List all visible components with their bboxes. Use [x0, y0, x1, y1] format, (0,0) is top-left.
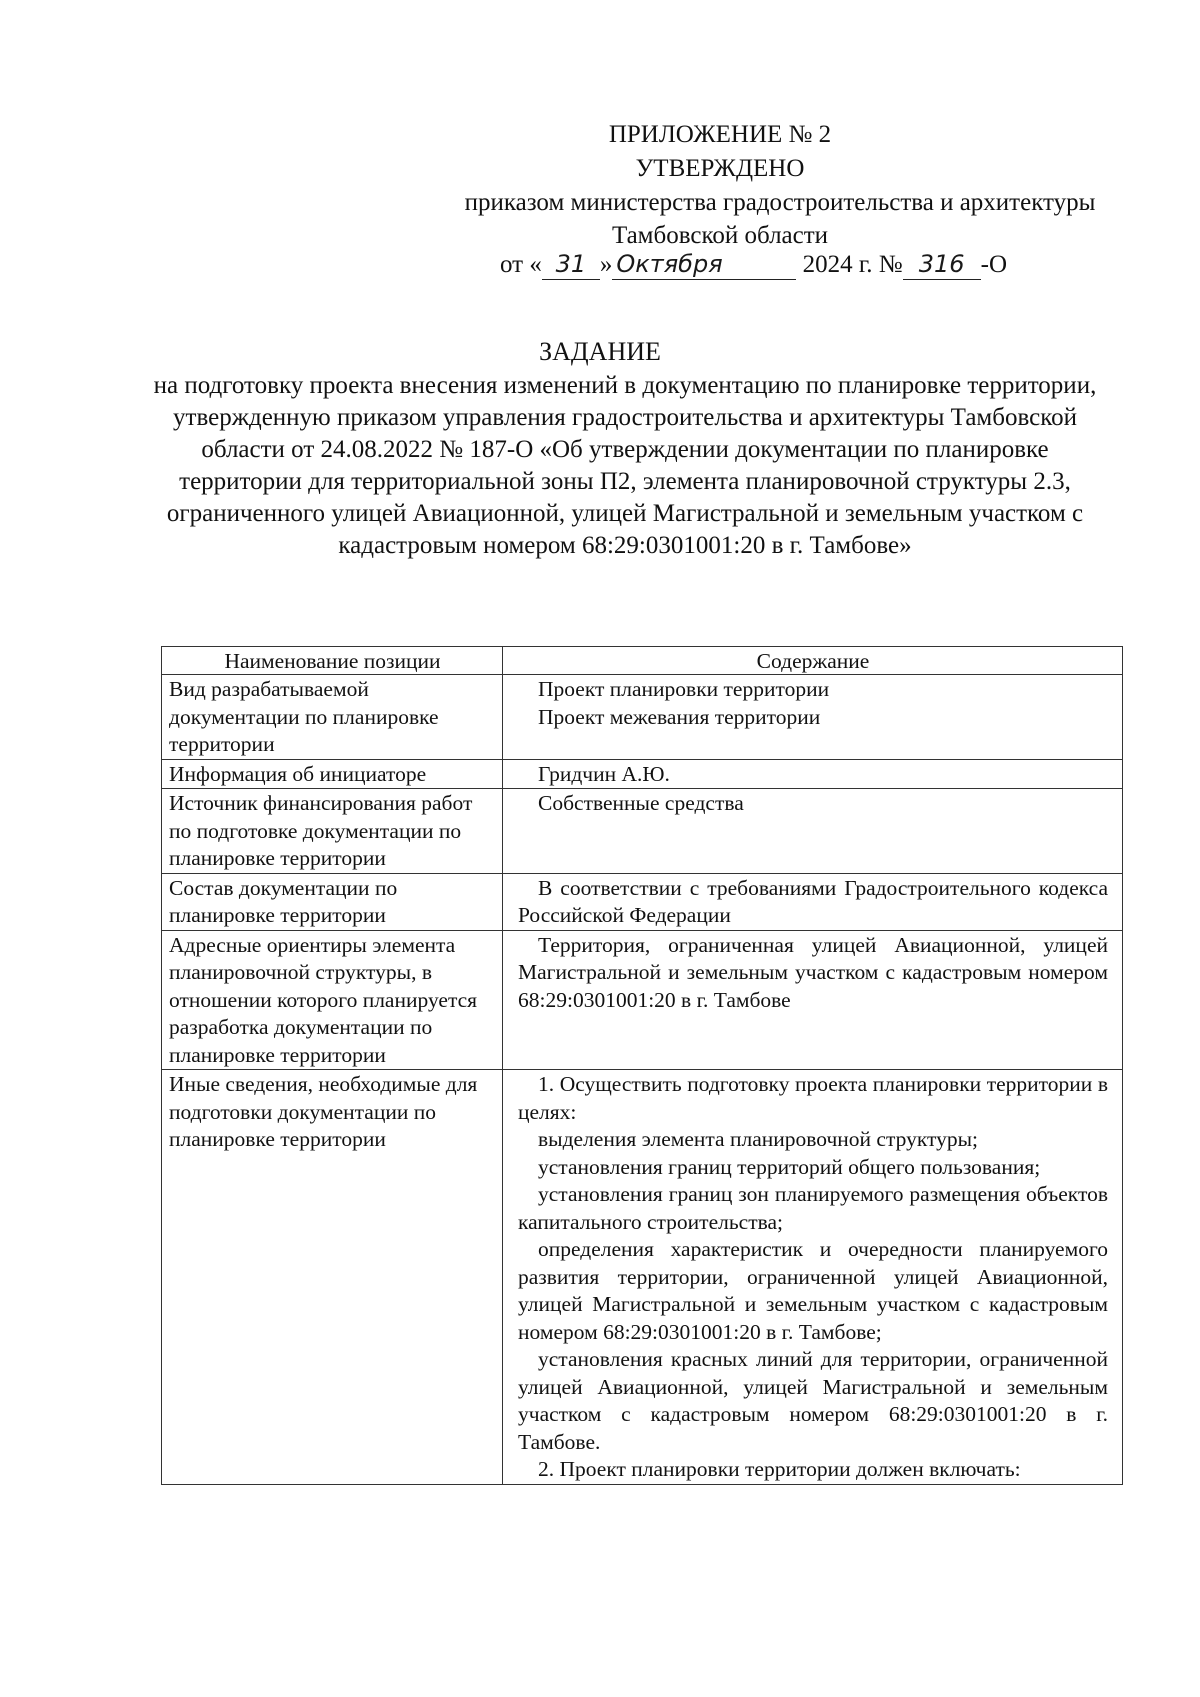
content-line: установления границ зон планируемого размещения объектов капитального строительства; — [518, 1182, 1108, 1234]
row-content — [503, 873, 1123, 930]
handwritten-day: 31 — [542, 249, 600, 280]
row-content — [503, 930, 1123, 1070]
content-line: Гридчин А.Ю. — [538, 761, 670, 786]
content-line: В соответствии с требованиями Градостроительного кодекса Российской Федерации — [518, 875, 1108, 927]
row-name: Адресные ориентиры элемента планировочной структуры, в отношении которого планируется разработка документации по планировке территории — [162, 930, 503, 1070]
content-line: Территория, ограниченная улицей Авиационной, улицей Магистральной и земельным участком с кадастровым номером 68:29:0301001:20 в г. Тамбове — [518, 932, 1108, 1012]
content-line: установления красных линий для территории, ограниченной улицей Авиационной, улицей Магистральной и земельным участком с кадастровым номером 68:29:0301001:20 в г. Тамбове. — [518, 1347, 1108, 1454]
row-name: Вид разрабатываемой документации по планировке территории — [162, 675, 503, 760]
task-table — [161, 646, 1123, 1485]
table-row — [162, 759, 1123, 789]
content-line: Проект межевания территории — [538, 704, 821, 729]
row-name: Состав документации по планировке территории — [162, 873, 503, 930]
approved-by-order: приказом министерства градостроительства и архитектуры — [464, 189, 1096, 216]
date-prefix: от « — [500, 251, 542, 278]
content-line: установления границ территорий общего пользования; — [538, 1154, 1041, 1179]
table-row — [162, 930, 1123, 1070]
appendix-heading: ПРИЛОЖЕНИЕ № 2 — [608, 121, 832, 148]
order-number-suffix: -О — [980, 251, 1008, 278]
row-name: Иные сведения, необходимые для подготовки документации по планировке территории — [162, 1070, 503, 1485]
content-line: Проект планировки территории — [538, 677, 830, 701]
row-content — [503, 789, 1123, 874]
table-row — [162, 789, 1123, 874]
table-row — [162, 675, 1123, 760]
handwritten-month: Октября — [612, 249, 796, 280]
approved-heading: УТВЕРЖДЕНО — [635, 155, 805, 182]
row-content — [503, 759, 1123, 789]
document-title: ЗАДАНИЕ — [539, 337, 661, 366]
handwritten-order-number: 316 — [903, 249, 981, 280]
content-line: 1. Осуществить подготовку проекта планировки территории в целях: — [518, 1072, 1108, 1124]
table-row — [162, 873, 1123, 930]
content-line: определения характеристик и очередности планируемого развития территории, ограниченной улицей Авиационной, улицей Магистральной и земельным участком с кадастровым номером 68:29:0301001:20 в г. Тамбове; — [518, 1237, 1108, 1344]
column-header-content: Содержание — [503, 647, 1123, 675]
document-subtitle: на подготовку проекта внесения изменений в документацию по планировке территории, утвержденную приказом управления градостроительства и архитектуры Тамбовской области от 24.08.2022 № 187-О «Об утверждении документации по планировке территории для территориальной зоны П2, элемента планировочной структуры 2.3, ограниченного улицей Авиационной, улицей Магистральной и земельным участком с кадастровым номером 68:29:0301001:20 в г. Тамбове» — [153, 372, 1097, 559]
date-year-number: 2024 г. № — [802, 251, 903, 278]
content-line: 2. Проект планировки территории должен включать: — [538, 1457, 1021, 1481]
row-name: Информация об инициаторе — [162, 759, 503, 789]
date-month-separator: » — [599, 251, 613, 278]
approved-region: Тамбовской области — [611, 222, 829, 249]
table-row — [162, 1070, 1123, 1485]
row-content — [503, 675, 1123, 760]
content-line: Собственные средства — [538, 791, 744, 815]
column-header-position: Наименование позиции — [162, 647, 503, 675]
row-content — [503, 1070, 1123, 1485]
row-name: Источник финансирования работ по подготовке документации по планировке территории — [162, 789, 503, 874]
table-header-row — [162, 647, 1123, 675]
order-date-line — [500, 248, 1007, 282]
content-line: выделения элемента планировочной структуры; — [538, 1127, 979, 1151]
